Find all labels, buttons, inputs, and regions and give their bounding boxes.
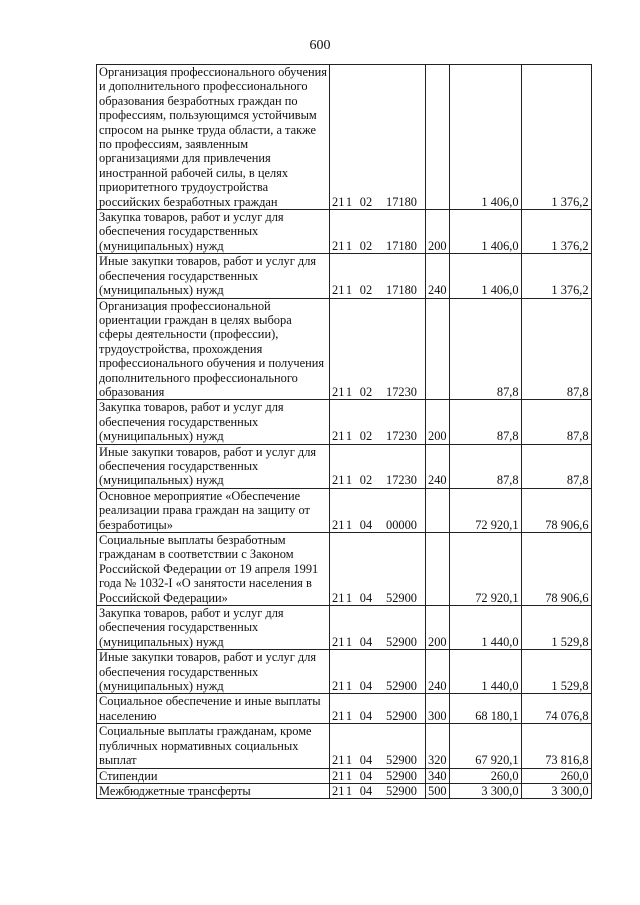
code-subprogram: 1	[345, 590, 353, 605]
classification-code	[330, 254, 426, 298]
page-number: 600	[309, 38, 331, 53]
code-program: 21	[332, 768, 345, 783]
amount-year-1: 1 406,0	[449, 254, 521, 298]
amount-year-2: 87,8	[521, 400, 591, 444]
amount-year-1: 87,8	[449, 298, 521, 400]
code-subprogram: 1	[345, 783, 353, 798]
code-program: 21	[332, 708, 345, 723]
row-name: Социальные выплаты гражданам, кроме публичных нормативных социальных выплат	[97, 724, 330, 768]
amount-year-1: 87,8	[449, 400, 521, 444]
expense-type-code: 200	[426, 400, 450, 444]
code-event: 02	[359, 473, 373, 488]
code-event: 04	[359, 708, 373, 723]
classification-code	[330, 444, 426, 488]
amount-year-2: 260,0	[521, 768, 591, 783]
code-event: 04	[359, 590, 373, 605]
expense-type-code: 240	[426, 650, 450, 694]
code-subprogram: 1	[345, 768, 353, 783]
amount-year-1: 72 920,1	[449, 488, 521, 532]
code-subprogram: 1	[345, 194, 353, 209]
code-direction: 00000	[386, 517, 417, 532]
expense-type-code: 200	[426, 210, 450, 254]
classification-code	[330, 298, 426, 400]
code-subprogram: 1	[345, 238, 353, 253]
code-direction: 17180	[386, 194, 417, 209]
table-row	[97, 606, 592, 650]
amount-year-1: 1 440,0	[449, 606, 521, 650]
code-direction: 17230	[386, 429, 417, 444]
code-direction: 17180	[386, 283, 417, 298]
expense-type-code: 320	[426, 724, 450, 768]
code-direction: 52900	[386, 634, 417, 649]
code-program: 21	[332, 753, 345, 768]
code-event: 04	[359, 753, 373, 768]
classification-code	[330, 210, 426, 254]
code-direction: 52900	[386, 590, 417, 605]
code-program: 21	[332, 194, 345, 209]
code-event: 02	[359, 384, 373, 399]
classification-code	[330, 533, 426, 606]
classification-code	[330, 724, 426, 768]
code-direction: 17230	[386, 384, 417, 399]
expense-type-code: 500	[426, 783, 450, 798]
code-subprogram: 1	[345, 753, 353, 768]
row-name: Закупка товаров, работ и услуг для обеспечения государственных (муниципальных) нужд	[97, 400, 330, 444]
amount-year-2: 1 529,8	[521, 606, 591, 650]
amount-year-2: 1 376,2	[521, 65, 591, 210]
classification-code	[330, 783, 426, 798]
row-name: Организация профессиональной ориентации граждан в целях выбора сферы деятельности (профессии), трудоустройства, прохождения профессионального обучения и получения дополнительного профессионального образования	[97, 298, 330, 400]
code-direction: 17230	[386, 473, 417, 488]
row-name: Иные закупки товаров, работ и услуг для обеспечения государственных (муниципальных) нужд	[97, 254, 330, 298]
code-subprogram: 1	[345, 429, 353, 444]
code-direction: 52900	[386, 708, 417, 723]
row-name: Межбюджетные трансферты	[97, 783, 330, 798]
amount-year-2: 1 529,8	[521, 650, 591, 694]
table-row	[97, 65, 592, 210]
expense-type-code	[426, 488, 450, 532]
amount-year-1: 68 180,1	[449, 694, 521, 724]
amount-year-2: 87,8	[521, 298, 591, 400]
code-event: 02	[359, 238, 373, 253]
code-program: 21	[332, 283, 345, 298]
table-row	[97, 724, 592, 768]
row-name: Стипендии	[97, 768, 330, 783]
table-row	[97, 533, 592, 606]
code-direction: 52900	[386, 753, 417, 768]
table-row	[97, 650, 592, 694]
table-row	[97, 768, 592, 783]
code-direction: 52900	[386, 768, 417, 783]
classification-code	[330, 400, 426, 444]
row-name: Закупка товаров, работ и услуг для обеспечения государственных (муниципальных) нужд	[97, 606, 330, 650]
classification-code	[330, 65, 426, 210]
amount-year-1: 1 406,0	[449, 210, 521, 254]
expense-type-code: 200	[426, 606, 450, 650]
code-event: 04	[359, 517, 373, 532]
amount-year-1: 67 920,1	[449, 724, 521, 768]
code-direction: 52900	[386, 783, 417, 798]
row-name: Организация профессионального обучения и дополнительного профессионального образования безработных граждан по профессиям, пользующимся устойчивым спросом на рынке труда области, а также по профессиям, заявленным организациями для привлечения иностранной рабочей силы, в целях приоритетного трудоустройства российских безработных граждан	[97, 65, 330, 210]
code-subprogram: 1	[345, 384, 353, 399]
classification-code	[330, 488, 426, 532]
table-row	[97, 694, 592, 724]
code-event: 02	[359, 429, 373, 444]
code-subprogram: 1	[345, 283, 353, 298]
expense-type-code	[426, 298, 450, 400]
amount-year-1: 3 300,0	[449, 783, 521, 798]
code-subprogram: 1	[345, 679, 353, 694]
row-name: Основное мероприятие «Обеспечение реализации права граждан на защиту от безработицы»	[97, 488, 330, 532]
amount-year-1: 72 920,1	[449, 533, 521, 606]
expense-type-code: 340	[426, 768, 450, 783]
expense-type-code	[426, 533, 450, 606]
row-name: Социальное обеспечение и иные выплаты населению	[97, 694, 330, 724]
code-subprogram: 1	[345, 708, 353, 723]
code-program: 21	[332, 238, 345, 253]
table-row	[97, 254, 592, 298]
table-row	[97, 783, 592, 798]
table-row	[97, 400, 592, 444]
table-row	[97, 444, 592, 488]
code-program: 21	[332, 679, 345, 694]
amount-year-2: 74 076,8	[521, 694, 591, 724]
code-subprogram: 1	[345, 634, 353, 649]
amount-year-1: 1 440,0	[449, 650, 521, 694]
amount-year-1: 260,0	[449, 768, 521, 783]
amount-year-2: 3 300,0	[521, 783, 591, 798]
amount-year-2: 78 906,6	[521, 488, 591, 532]
code-event: 04	[359, 634, 373, 649]
classification-code	[330, 768, 426, 783]
row-name: Иные закупки товаров, работ и услуг для обеспечения государственных (муниципальных) нужд	[97, 444, 330, 488]
code-program: 21	[332, 384, 345, 399]
amount-year-2: 78 906,6	[521, 533, 591, 606]
row-name: Закупка товаров, работ и услуг для обеспечения государственных (муниципальных) нужд	[97, 210, 330, 254]
code-program: 21	[332, 429, 345, 444]
amount-year-2: 1 376,2	[521, 210, 591, 254]
code-program: 21	[332, 517, 345, 532]
code-program: 21	[332, 473, 345, 488]
table-row	[97, 210, 592, 254]
code-subprogram: 1	[345, 473, 353, 488]
code-event: 04	[359, 768, 373, 783]
code-event: 02	[359, 283, 373, 298]
code-direction: 17180	[386, 238, 417, 253]
amount-year-2: 87,8	[521, 444, 591, 488]
classification-code	[330, 650, 426, 694]
code-event: 04	[359, 783, 373, 798]
code-program: 21	[332, 634, 345, 649]
row-name: Иные закупки товаров, работ и услуг для обеспечения государственных (муниципальных) нужд	[97, 650, 330, 694]
budget-table	[96, 64, 592, 799]
row-name: Социальные выплаты безработным гражданам в соответствии с Законом Российской Федерации от 19 апреля 1991 года № 1032-I «О занятости населения в Российской Федерации»	[97, 533, 330, 606]
amount-year-1: 1 406,0	[449, 65, 521, 210]
expense-type-code: 240	[426, 444, 450, 488]
code-event: 04	[359, 679, 373, 694]
classification-code	[330, 606, 426, 650]
code-direction: 52900	[386, 679, 417, 694]
table-row	[97, 298, 592, 400]
table-row	[97, 488, 592, 532]
code-event: 02	[359, 194, 373, 209]
classification-code	[330, 694, 426, 724]
expense-type-code: 240	[426, 254, 450, 298]
amount-year-2: 73 816,8	[521, 724, 591, 768]
expense-type-code: 300	[426, 694, 450, 724]
amount-year-2: 1 376,2	[521, 254, 591, 298]
amount-year-1: 87,8	[449, 444, 521, 488]
code-subprogram: 1	[345, 517, 353, 532]
code-program: 21	[332, 783, 345, 798]
expense-type-code	[426, 65, 450, 210]
code-program: 21	[332, 590, 345, 605]
